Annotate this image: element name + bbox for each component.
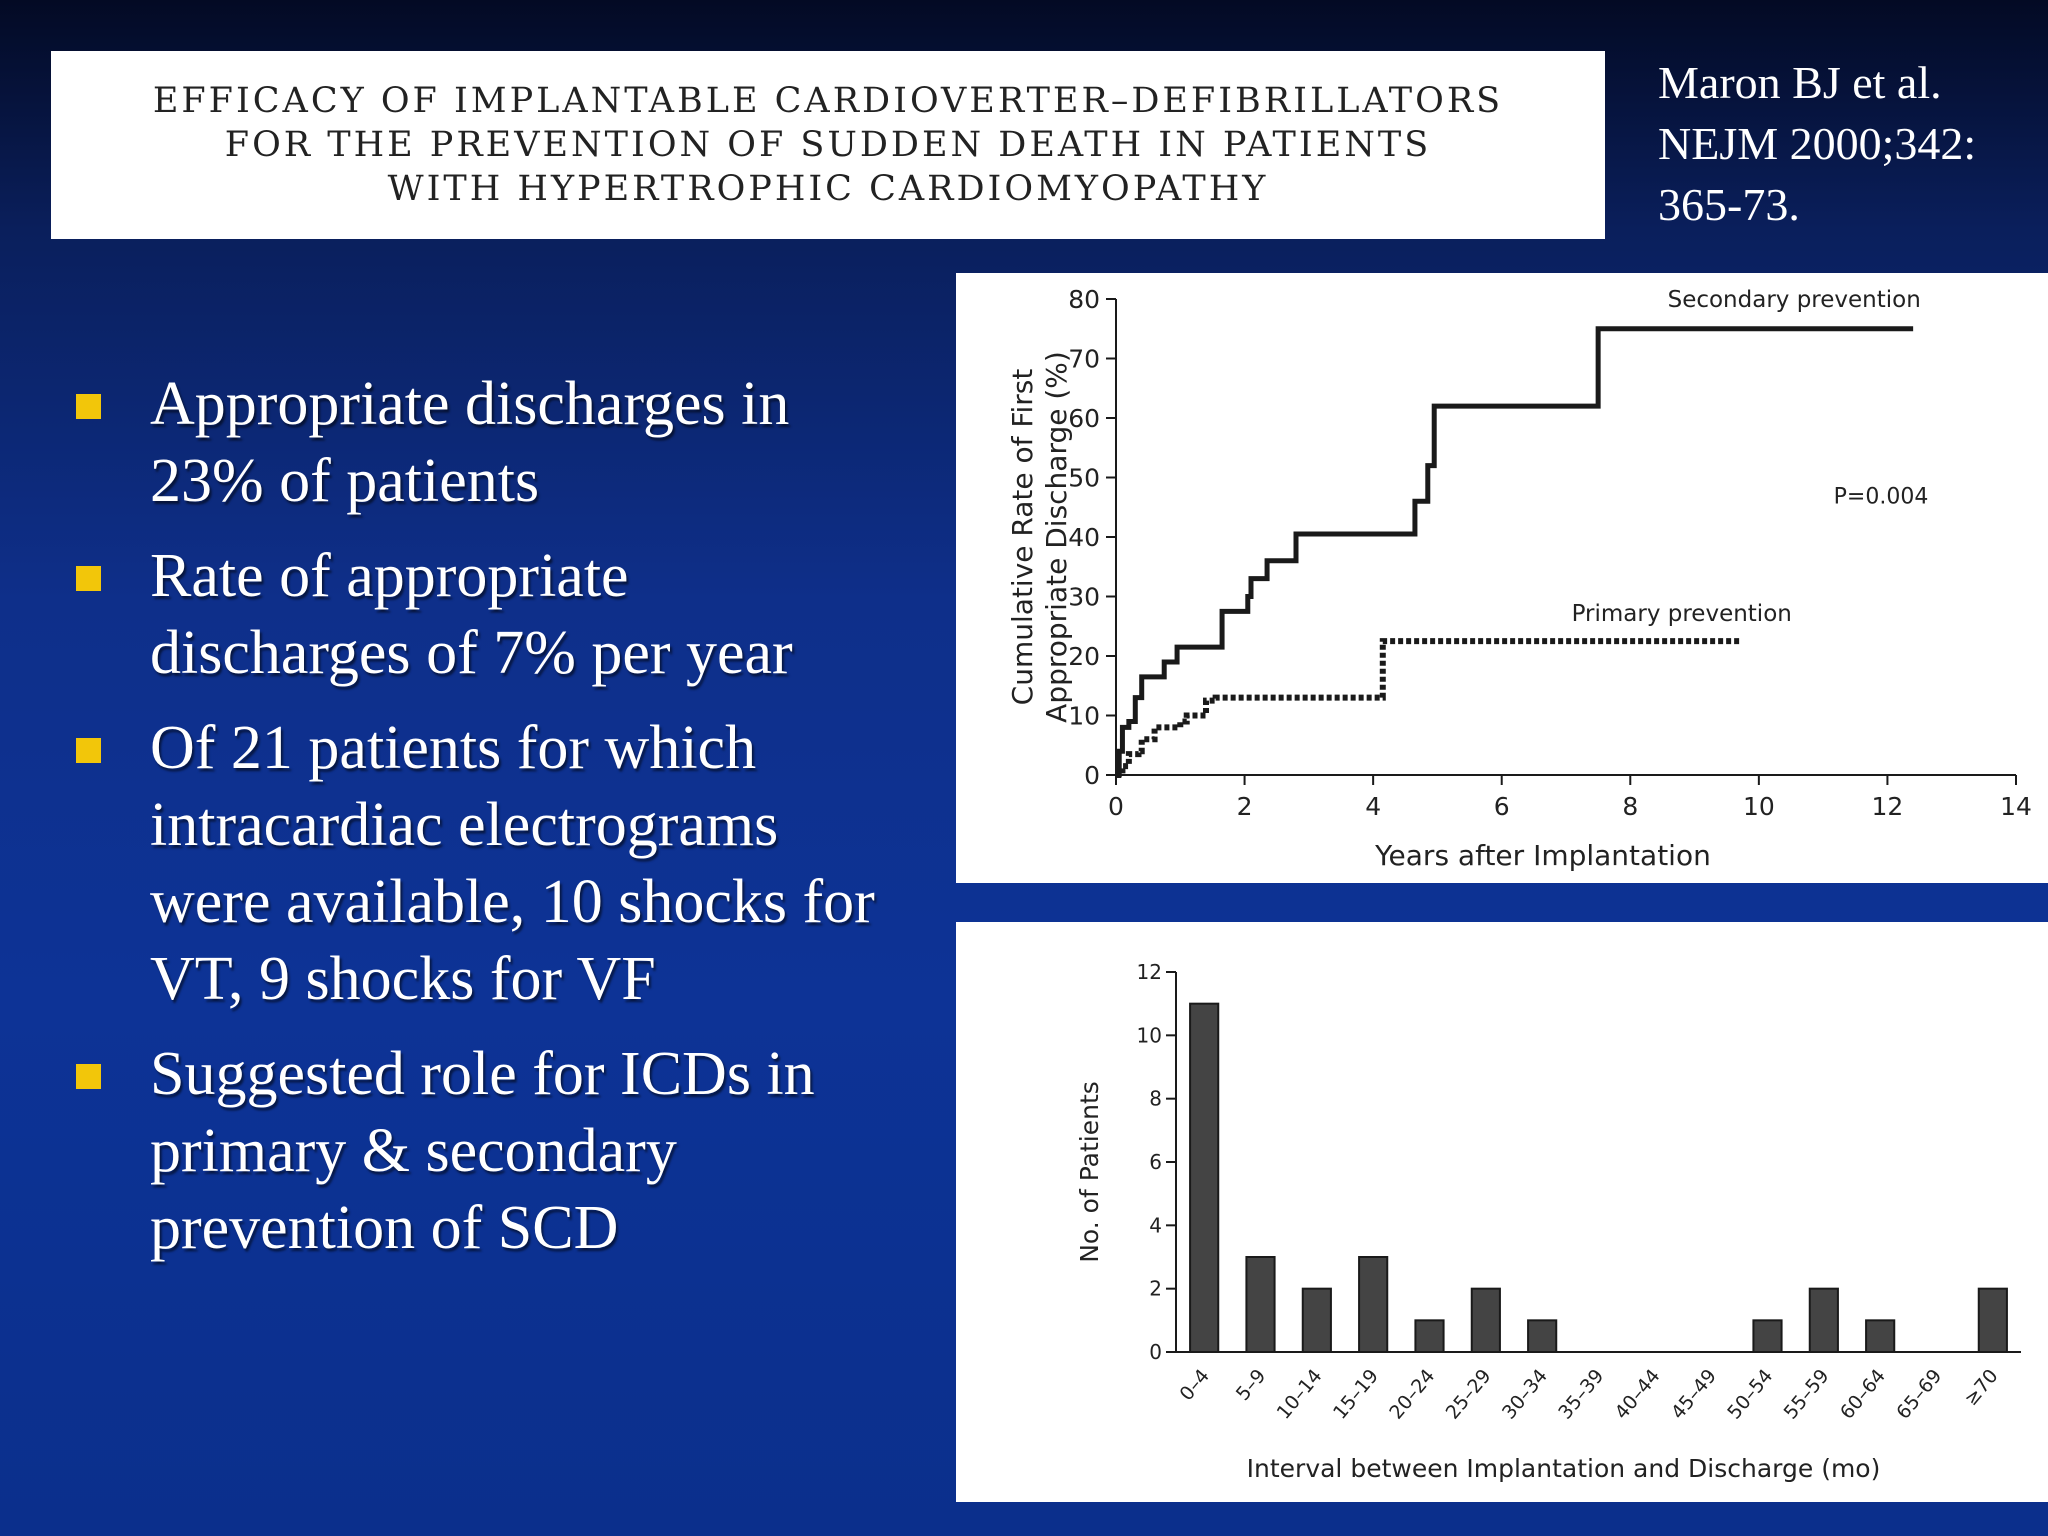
x-tick-label: 2: [1236, 792, 1253, 821]
x-tick-label: 25–29: [1441, 1365, 1496, 1424]
slide-title-box: [51, 51, 1605, 239]
interval-bar-chart: [956, 922, 2048, 1502]
bar: [1866, 1320, 1894, 1352]
y-tick-label: 10: [1068, 701, 1100, 731]
y-tick-label: 70: [1068, 344, 1100, 374]
bullet-square-icon: [76, 738, 101, 763]
y-tick-label: 12: [1136, 960, 1162, 984]
x-tick-label: 8: [1622, 792, 1639, 821]
bullet-item: [74, 1036, 934, 1267]
bar: [1753, 1320, 1781, 1352]
x-tick-label: 60–64: [1835, 1365, 1890, 1424]
y-tick-label: 0: [1149, 1340, 1162, 1364]
bar: [1979, 1289, 2007, 1352]
bullet-text-line: 23% of patients: [150, 447, 540, 515]
x-tick-label: 50–54: [1723, 1365, 1778, 1424]
bar: [1190, 1004, 1218, 1352]
kaplan-meier-chart-panel: [956, 273, 2048, 883]
x-tick-label: 55–59: [1779, 1365, 1834, 1424]
x-tick-label: 5–9: [1231, 1365, 1271, 1406]
y-axis-title: No. of Patients: [1075, 1081, 1104, 1263]
y-tick-label: 6: [1149, 1150, 1162, 1174]
p-value-annotation: P=0.004: [1833, 484, 1929, 510]
y-tick-label: 50: [1068, 463, 1100, 493]
bullet-text-line: discharges of 7% per year: [150, 619, 793, 687]
y-tick-label: 30: [1068, 582, 1100, 612]
y-tick-label: 0: [1084, 761, 1100, 790]
bullet-item: [74, 710, 934, 1018]
x-tick-label: 4: [1365, 792, 1382, 821]
title-line: FOR THE PREVENTION OF SUDDEN DEATH IN PATIENTS: [224, 125, 1432, 165]
x-tick-label: 10: [1742, 792, 1775, 821]
bullet-text-line: Rate of appropriate: [150, 542, 629, 610]
secondary-prevention-curve: [1116, 329, 1913, 775]
bullet-text-line: prevention of SCD: [150, 1194, 619, 1262]
bullet-text-line: primary & secondary: [150, 1117, 677, 1185]
bar-chart-panel: [956, 922, 2048, 1502]
bullet-list: [74, 366, 934, 1285]
y-tick-label: 20: [1068, 642, 1100, 671]
x-tick-label: 6: [1493, 792, 1510, 821]
bullet-square-icon: [76, 1064, 101, 1089]
bullet-text-line: Of 21 patients for which: [150, 714, 757, 782]
x-tick-label: 35–39: [1554, 1365, 1609, 1424]
bar: [1472, 1289, 1500, 1352]
y-tick-label: 8: [1149, 1086, 1162, 1111]
y-axis-title: [1006, 351, 1073, 723]
x-tick-label: 15–19: [1328, 1365, 1383, 1424]
bullet-item: [74, 366, 934, 520]
x-tick-label: 65–69: [1892, 1365, 1947, 1424]
bar: [1303, 1289, 1331, 1352]
title-line: EFFICACY OF IMPLANTABLE CARDIOVERTER–DEFIBRILLATORS: [152, 81, 1504, 121]
bullet-text-line: Appropriate discharges in: [150, 370, 790, 438]
series-label: Primary prevention: [1571, 601, 1792, 628]
bullet-square-icon: [76, 394, 101, 419]
x-tick-label: 14: [2000, 792, 2032, 821]
x-tick-label: 10–14: [1272, 1365, 1327, 1424]
bullet-text-line: were available, 10 shocks for: [150, 868, 875, 936]
x-tick-label: 0–4: [1175, 1365, 1214, 1406]
bullet-text-line: Suggested role for ICDs in: [150, 1040, 815, 1108]
y-tick-label: 40: [1068, 523, 1100, 552]
bar: [1359, 1257, 1387, 1352]
bullet-item: [74, 538, 934, 692]
series-label: Secondary prevention: [1667, 286, 1921, 313]
bar: [1810, 1289, 1838, 1352]
citation-line: Maron BJ et al.: [1658, 57, 1942, 108]
citation-line: NEJM 2000;342:: [1658, 118, 1977, 169]
bar: [1528, 1320, 1556, 1352]
x-axis-title: Interval between Implantation and Discharge (mo): [1246, 1454, 1881, 1483]
y-tick-label: 2: [1149, 1276, 1162, 1301]
citation: [1658, 52, 1976, 235]
bar: [1415, 1320, 1443, 1352]
x-tick-label: 20–24: [1385, 1365, 1440, 1424]
y-tick-label: 80: [1068, 285, 1100, 314]
bullet-text-line: VT, 9 shocks for VF: [150, 945, 656, 1013]
bullet-square-icon: [76, 566, 101, 591]
y-axis-title-line: Appropriate Discharge (%): [1040, 351, 1073, 723]
y-axis-title-line: Cumulative Rate of First: [1006, 368, 1039, 706]
x-tick-label: 40–44: [1610, 1365, 1665, 1424]
x-tick-label: 12: [1871, 792, 1904, 821]
kaplan-meier-chart: [956, 273, 2048, 883]
y-tick-label: 4: [1149, 1213, 1162, 1238]
x-tick-label: 45–49: [1666, 1365, 1721, 1424]
primary-prevention-curve: [1116, 641, 1740, 775]
x-tick-label: ≥70: [1960, 1365, 2003, 1410]
x-tick-label: 30–34: [1497, 1365, 1552, 1424]
y-tick-label: 10: [1136, 1023, 1162, 1048]
y-tick-label: 60: [1068, 404, 1100, 433]
citation-line: 365-73.: [1658, 179, 1800, 230]
x-tick-label: 0: [1108, 792, 1124, 821]
bar: [1246, 1257, 1274, 1352]
x-axis-title: Years after Implantation: [1375, 839, 1711, 872]
title-line: WITH HYPERTROPHIC CARDIOMYOPATHY: [387, 169, 1269, 209]
bullet-text-line: intracardiac electrograms: [150, 791, 779, 859]
